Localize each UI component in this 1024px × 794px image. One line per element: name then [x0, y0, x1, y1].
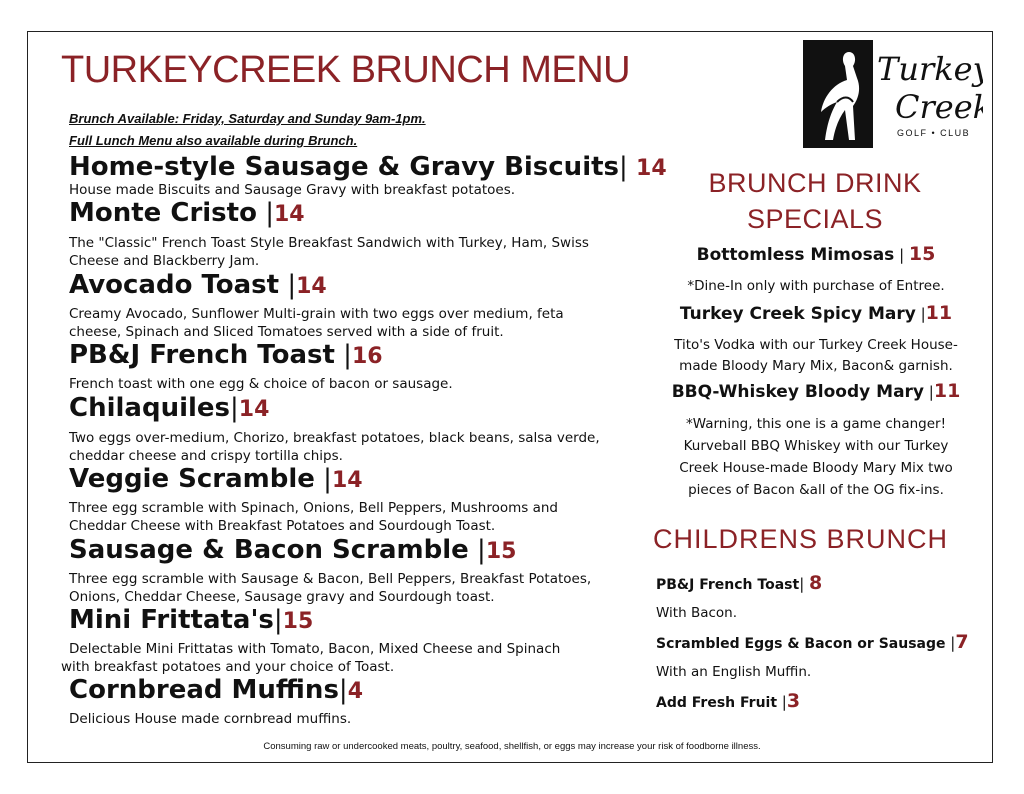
item-name: Avocado Toast	[69, 270, 280, 300]
drink-spicy-mary	[640, 302, 992, 324]
item-price: 14	[238, 397, 270, 422]
kids-item-scrambled-eggs	[656, 631, 969, 653]
drink-separator: |	[924, 383, 934, 401]
item-price: 14	[296, 274, 327, 299]
item-separator: |	[230, 393, 239, 423]
item-description: The "Classic" French Toast Style Breakfast Sandwich with Turkey, Ham, Swiss	[69, 235, 589, 251]
drink-description: pieces of Bacon &all of the OG fix-ins.	[688, 482, 944, 498]
item-price: 16	[351, 344, 383, 369]
item-name: Monte Cristo	[69, 198, 257, 228]
drink-description: *Dine-In only with purchase of Entree.	[687, 278, 945, 294]
drink-description: Kurveball BBQ Whiskey with our Turkey	[683, 438, 949, 454]
item-description: Creamy Avocado, Sunflower Multi-grain with two eggs over medium, feta	[69, 306, 564, 322]
drink-bbq-whiskey-bloody-mary	[640, 380, 992, 402]
item-name: Veggie Scramble	[69, 464, 315, 494]
menu-item-veggie-scramble	[69, 464, 363, 494]
item-price: 14	[273, 202, 305, 227]
kids-item-add-fresh-fruit	[656, 690, 800, 712]
drink-description: made Bloody Mary Mix, Bacon& garnish.	[679, 358, 953, 374]
drink-name: BBQ-Whiskey Bloody Mary	[671, 382, 925, 402]
item-description: cheddar cheese and crispy tortilla chips.	[69, 448, 343, 464]
kids-item-description: With an English Muffin.	[656, 664, 812, 680]
item-description: Two eggs over-medium, Chorizo, breakfast potatoes, black beans, salsa verde,	[69, 430, 600, 446]
item-name: Home-style Sausage & Gravy Biscuits	[69, 152, 620, 182]
kids-item-separator: |	[799, 575, 810, 593]
item-name: Mini Frittata's	[69, 605, 274, 635]
item-description: Three egg scramble with Sausage & Bacon, Bell Peppers, Breakfast Potatoes,	[69, 571, 592, 587]
kids-item-separator: |	[945, 634, 956, 652]
food-safety-notice: Consuming raw or undercooked meats, poultry, seafood, shellfish, or eggs may increase your risk of foodborne illness.	[263, 741, 761, 752]
item-price: 14	[636, 156, 667, 181]
logo-text: GOLF • CLUB	[897, 128, 971, 138]
kids-item-pbj-french-toast	[656, 572, 822, 594]
drink-price: 11	[933, 380, 961, 402]
drink-description: *Warning, this one is a game changer!	[685, 416, 947, 432]
drinks-heading: SPECIALS	[746, 204, 884, 234]
kids-item-price: 7	[955, 631, 969, 653]
item-description: with breakfast potatoes and your choice of Toast.	[61, 659, 395, 675]
drink-description: Tito's Vodka with our Turkey Creek House-	[674, 337, 958, 353]
item-separator: |	[273, 605, 283, 635]
menu-item-monte-cristo	[69, 198, 305, 228]
drink-bottomless-mimosas	[640, 243, 992, 265]
item-name: PB&J French Toast	[69, 340, 335, 370]
menu-item-chilaquiles	[69, 393, 269, 423]
turkey-creek-logo	[803, 40, 983, 148]
logo-text: Creek	[895, 88, 983, 126]
item-price: 15	[282, 609, 314, 634]
drink-name: Turkey Creek Spicy Mary	[679, 304, 916, 324]
item-description: Cheese and Blackberry Jam.	[69, 253, 260, 269]
kids-item-price: 8	[809, 572, 823, 594]
item-separator: |	[334, 340, 352, 370]
item-separator: |	[256, 198, 274, 228]
item-name: Chilaquiles	[69, 393, 231, 423]
item-separator: |	[619, 152, 637, 182]
kids-item-description: With Bacon.	[656, 605, 738, 621]
drink-separator: |	[915, 305, 926, 323]
kids-item-name: Scrambled Eggs & Bacon or Sausage	[656, 636, 946, 652]
logo-text: Turkey	[877, 50, 983, 88]
menu-item-cornbread-muffins	[69, 675, 363, 705]
item-price: 4	[347, 679, 363, 704]
item-description: French toast with one egg & choice of bacon or sausage.	[69, 376, 453, 392]
availability-line: Brunch Available: Friday, Saturday and Sunday 9am-1pm.	[69, 111, 426, 126]
item-separator: |	[279, 270, 297, 300]
item-price: 15	[485, 539, 517, 564]
item-separator: |	[338, 675, 348, 705]
menu-item-sausage-bacon-scramble	[69, 535, 516, 565]
drink-separator: |	[894, 246, 909, 264]
drink-description: Creek House-made Bloody Mary Mix two	[679, 460, 953, 476]
kids-item-price: 3	[786, 690, 801, 712]
kids-item-name: Add Fresh Fruit	[656, 695, 778, 711]
children-heading: CHILDRENS BRUNCH	[653, 524, 949, 554]
item-description: cheese, Spinach and Sliced Tomatoes served with a side of fruit.	[69, 324, 504, 340]
menu-title: TURKEYCREEK BRUNCH MENU	[61, 49, 631, 91]
item-description: Onions, Cheddar Cheese, Sausage gravy and Sourdough toast.	[69, 589, 495, 605]
menu-item-sausage-gravy-biscuits	[69, 152, 667, 182]
drink-name: Bottomless Mimosas	[696, 245, 895, 265]
drinks-heading: BRUNCH DRINK	[708, 168, 922, 198]
item-price: 14	[331, 468, 363, 493]
item-name: Sausage & Bacon Scramble	[69, 535, 469, 565]
availability-line: Full Lunch Menu also available during Brunch.	[69, 133, 358, 148]
item-separator: |	[468, 535, 486, 565]
menu-item-pbj-french-toast	[69, 340, 383, 370]
item-description: Delectable Mini Frittatas with Tomato, Bacon, Mixed Cheese and Spinach	[69, 641, 561, 657]
item-name: Cornbread Muffins	[69, 675, 339, 705]
item-description: Cheddar Cheese with Breakfast Potatoes and Sourdough Toast.	[69, 518, 496, 534]
item-description: Three egg scramble with Spinach, Onions, Bell Peppers, Mushrooms and	[69, 500, 558, 516]
menu-item-mini-frittatas	[69, 605, 313, 635]
drink-price: 11	[925, 302, 953, 324]
item-description: Delicious House made cornbread muffins.	[69, 711, 352, 727]
kids-item-separator: |	[777, 693, 787, 711]
item-separator: |	[314, 464, 332, 494]
turkey-logo-icon	[803, 40, 983, 148]
menu-item-avocado-toast	[69, 270, 327, 300]
kids-item-name: PB&J French Toast	[656, 577, 800, 593]
item-description: House made Biscuits and Sausage Gravy with breakfast potatoes.	[69, 182, 516, 198]
drink-price: 15	[908, 243, 936, 265]
